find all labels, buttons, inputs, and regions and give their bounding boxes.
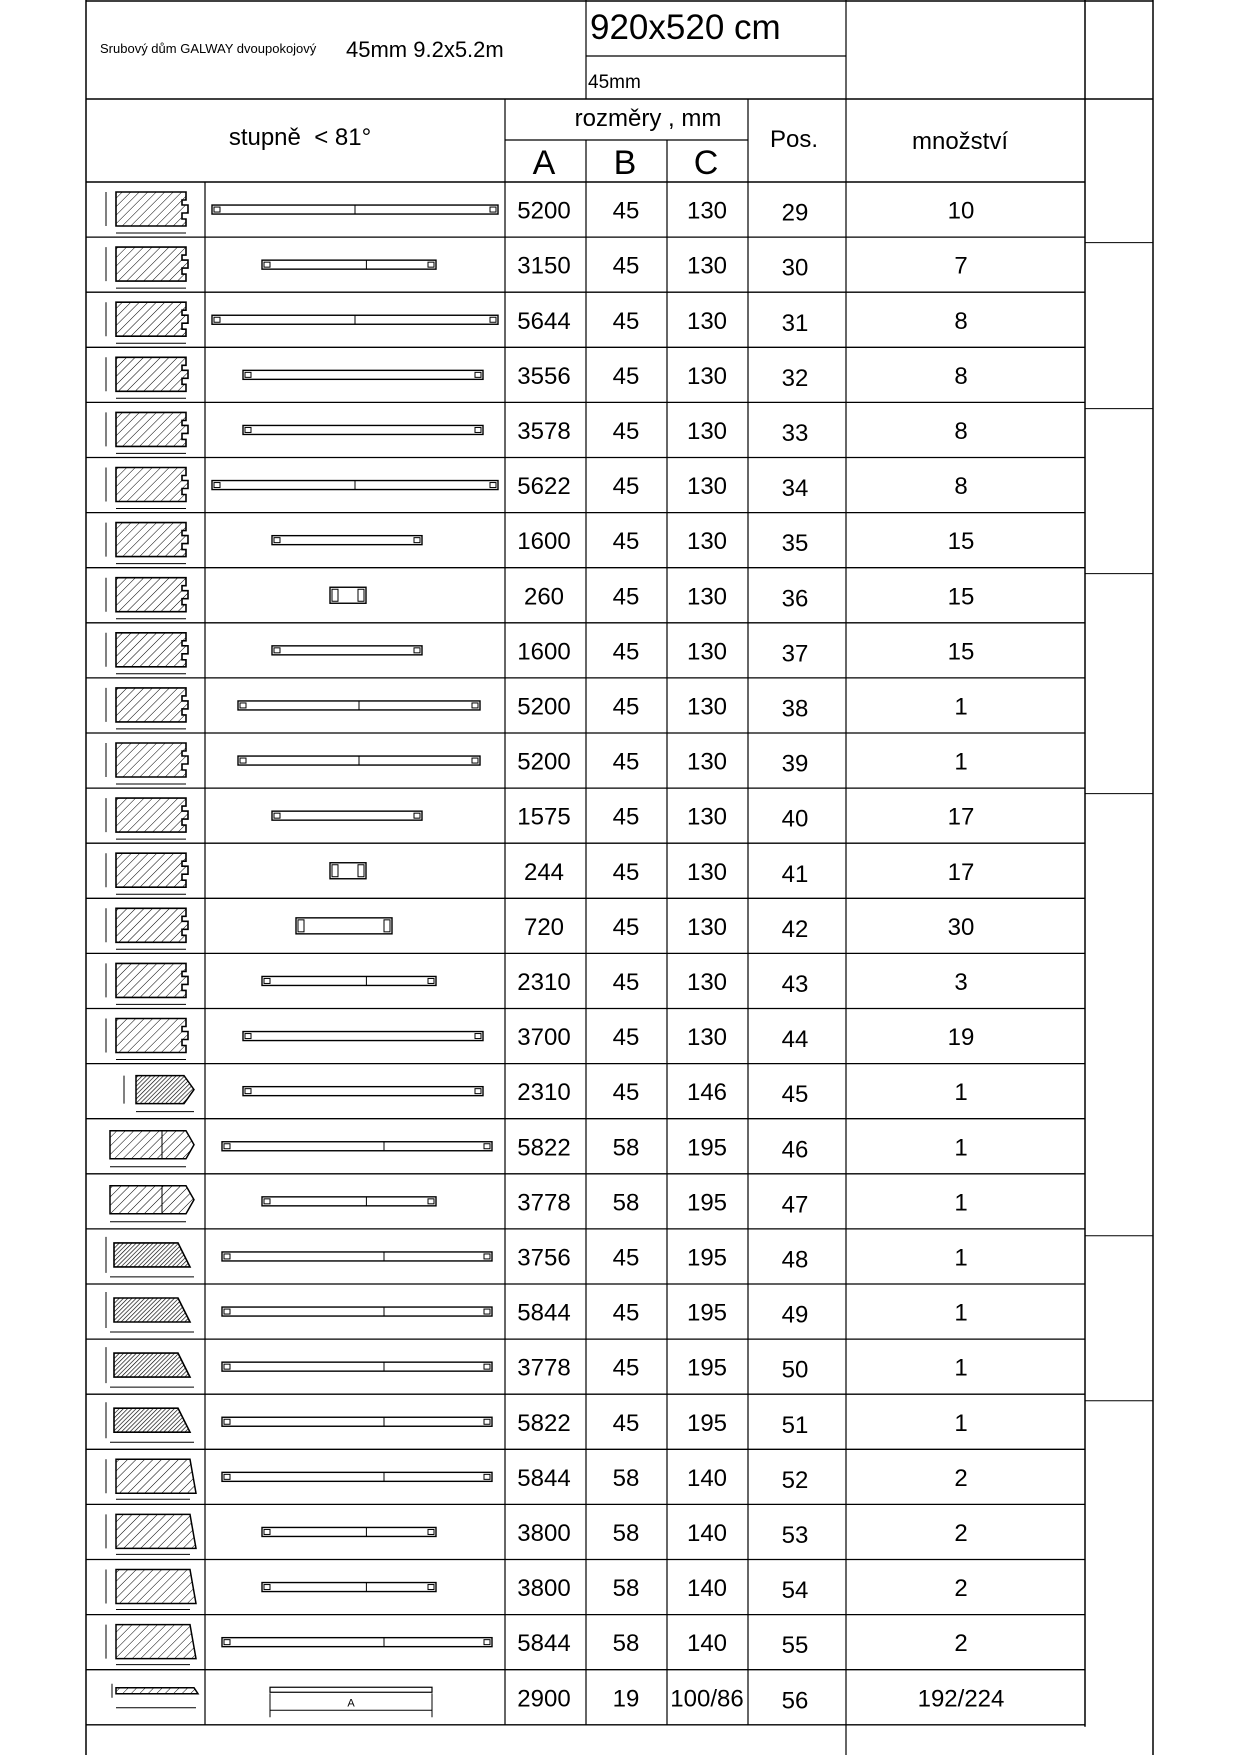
notch [484, 1254, 490, 1259]
cell-qty: 7 [954, 252, 968, 280]
cell-b: 45 [612, 748, 640, 776]
cell-c: 195 [686, 1244, 728, 1272]
notch [240, 703, 246, 708]
cell-c: 130 [686, 252, 728, 280]
cell-qty: 10 [947, 197, 975, 225]
cell-qty: 8 [954, 473, 968, 501]
log-side [222, 1142, 492, 1151]
cell-pos: 32 [781, 364, 809, 392]
cell-c: 130 [686, 307, 728, 335]
cell-b: 45 [612, 362, 640, 390]
cell-c: 130 [686, 858, 728, 886]
cell-c: 140 [686, 1464, 728, 1492]
cell-a: 2310 [517, 968, 571, 996]
table-row [106, 688, 968, 729]
profile-body [116, 412, 188, 446]
cell-qty: 1 [954, 1409, 968, 1437]
table-row [106, 1292, 968, 1332]
cell-c: 195 [686, 1299, 728, 1327]
cell-a: 3556 [517, 362, 571, 390]
cell-a: 5844 [517, 1630, 571, 1658]
cell-pos: 33 [781, 419, 809, 447]
cell-qty: 15 [947, 528, 975, 556]
cell-qty: 3 [954, 968, 968, 996]
cell-b: 45 [612, 638, 640, 666]
profile-body [116, 302, 188, 336]
cell-b: 58 [612, 1134, 640, 1162]
profile-body [114, 1353, 190, 1377]
cell-b: 58 [612, 1575, 640, 1603]
notch [428, 978, 434, 983]
notch [298, 920, 304, 932]
notch [264, 1199, 270, 1204]
cell-qty: 8 [954, 417, 968, 445]
column-b-header: B [613, 144, 637, 182]
notch [264, 262, 270, 267]
notch [332, 865, 338, 877]
cell-a: 5622 [517, 473, 571, 501]
house-size: 920x520 cm [590, 8, 781, 47]
cell-qty: 17 [947, 803, 975, 831]
profile-body [116, 523, 188, 557]
profile-body [116, 578, 188, 612]
profile-body [116, 1688, 198, 1694]
position-header: Pos. [769, 126, 819, 153]
cell-pos: 29 [781, 199, 809, 227]
cell-a: 2900 [517, 1685, 571, 1713]
cell-pos: 52 [781, 1466, 809, 1494]
cell-pos: 51 [781, 1411, 809, 1439]
cell-c: 130 [686, 968, 728, 996]
log-side [262, 1197, 436, 1206]
cell-b: 45 [612, 1299, 640, 1327]
profile-body [116, 688, 188, 722]
table-row [106, 192, 974, 233]
cell-a: 3778 [517, 1189, 571, 1217]
cell-qty: 30 [947, 913, 975, 941]
notch [428, 1529, 434, 1534]
cell-a: 3756 [517, 1244, 571, 1272]
cell-a: 5200 [517, 748, 571, 776]
cell-c: 146 [686, 1079, 728, 1107]
cell-b: 45 [612, 473, 640, 501]
notch [358, 589, 364, 601]
table-row [110, 1186, 968, 1222]
cell-a: 3150 [517, 252, 571, 280]
cell-qty: 2 [954, 1630, 968, 1658]
log-side [296, 918, 392, 934]
cell-pos: 43 [781, 970, 809, 998]
cell-b: 58 [612, 1519, 640, 1547]
notch [414, 538, 420, 543]
cell-b: 45 [612, 1409, 640, 1437]
profile-body [116, 798, 188, 832]
table-row [110, 1131, 968, 1167]
cell-a: 5200 [517, 693, 571, 721]
notch [358, 865, 364, 877]
cell-b: 45 [612, 1079, 640, 1107]
table-row [112, 1684, 1004, 1718]
table-row [106, 908, 974, 949]
profile-body [114, 1243, 190, 1267]
cell-c: 130 [686, 1024, 728, 1052]
notch [264, 978, 270, 983]
cell-pos: 48 [781, 1246, 809, 1274]
cell-c: 195 [686, 1134, 728, 1162]
profile-body [116, 633, 188, 667]
cell-b: 45 [612, 1024, 640, 1052]
cell-qty: 17 [947, 858, 975, 886]
notch [224, 1309, 230, 1314]
table-row [106, 357, 968, 398]
notch [490, 207, 496, 212]
profile-body [110, 1186, 194, 1214]
dimensions-label: rozměry , mm [574, 105, 722, 132]
cell-a: 2310 [517, 1079, 571, 1107]
notch [245, 372, 251, 377]
notch [245, 1089, 251, 1094]
log-side [222, 1417, 492, 1426]
notch [214, 207, 220, 212]
notch [472, 758, 478, 763]
cell-pos: 30 [781, 254, 809, 282]
profile-body [114, 1408, 190, 1432]
cell-c: 140 [686, 1630, 728, 1658]
cell-a: 260 [523, 583, 565, 611]
cell-qty: 15 [947, 638, 975, 666]
log-side [222, 1638, 492, 1647]
cell-qty: 1 [954, 1244, 968, 1272]
cell-pos: 37 [781, 640, 809, 668]
cell-qty: 1 [954, 1299, 968, 1327]
log-side [272, 811, 422, 820]
profile-body [116, 192, 188, 226]
cell-a: 244 [523, 858, 565, 886]
cell-a: 5822 [517, 1409, 571, 1437]
profile-body [116, 743, 188, 777]
cell-b: 58 [612, 1189, 640, 1217]
cell-b: 45 [612, 417, 640, 445]
notch [472, 703, 478, 708]
notch [214, 317, 220, 322]
cell-pos: 45 [781, 1081, 809, 1109]
table-row [106, 633, 974, 674]
title-large: 45mm 9.2x5.2m [346, 37, 504, 62]
table-row [106, 1347, 968, 1387]
notch [274, 538, 280, 543]
table-row [106, 1459, 968, 1499]
cell-c: 130 [686, 528, 728, 556]
notch [224, 1640, 230, 1645]
cell-b: 45 [612, 1354, 640, 1382]
cell-a: 3778 [517, 1354, 571, 1382]
cell-pos: 41 [781, 860, 809, 888]
notch [274, 813, 280, 818]
cell-b: 45 [612, 583, 640, 611]
cell-qty: 1 [954, 1354, 968, 1382]
profile-body [116, 853, 188, 887]
cell-b: 45 [612, 693, 640, 721]
cell-pos: 44 [781, 1026, 809, 1054]
cell-c: 130 [686, 803, 728, 831]
log-side [272, 646, 422, 655]
parts-rows [106, 192, 1004, 1717]
profile-body [116, 468, 188, 502]
notch [332, 589, 338, 601]
notch [484, 1309, 490, 1314]
cell-a: 1575 [517, 803, 571, 831]
column-a-header: A [532, 144, 556, 182]
cell-a: 5844 [517, 1299, 571, 1327]
cell-c: 195 [686, 1189, 728, 1217]
dim-label-a: A [347, 1697, 355, 1710]
cell-pos: 55 [781, 1632, 809, 1660]
cell-qty: 2 [954, 1464, 968, 1492]
column-c-header: C [693, 144, 719, 182]
notch [224, 1364, 230, 1369]
cell-b: 45 [612, 528, 640, 556]
quantity-header: množství [911, 128, 1009, 155]
log-side [222, 1307, 492, 1316]
cell-pos: 42 [781, 915, 809, 943]
log-side [243, 425, 483, 434]
cell-pos: 54 [781, 1577, 809, 1605]
notch [224, 1254, 230, 1259]
notch [428, 1585, 434, 1590]
cell-pos: 36 [781, 585, 809, 613]
cell-qty: 2 [954, 1519, 968, 1547]
notch [475, 1089, 481, 1094]
profile-body [116, 908, 188, 942]
notch [484, 1144, 490, 1149]
cell-qty: 1 [954, 693, 968, 721]
cell-a: 720 [523, 913, 565, 941]
profile-body [136, 1076, 194, 1104]
cell-pos: 47 [781, 1191, 809, 1219]
notch [264, 1585, 270, 1590]
log-side [262, 1527, 436, 1536]
notch [475, 1034, 481, 1039]
table-row [106, 1019, 974, 1060]
table-row [106, 247, 968, 288]
notch [475, 372, 481, 377]
cell-qty: 19 [947, 1024, 975, 1052]
table-row [106, 523, 974, 564]
profile-body [116, 963, 188, 997]
profile-body [114, 1298, 190, 1322]
cell-c: 195 [686, 1354, 728, 1382]
cell-pos: 50 [781, 1356, 809, 1384]
profile-body [110, 1131, 194, 1159]
notch [245, 427, 251, 432]
notch [224, 1419, 230, 1424]
log-side [262, 976, 436, 985]
cell-c: 130 [686, 417, 728, 445]
table-row [106, 578, 974, 619]
cell-b: 19 [612, 1685, 640, 1713]
notch [484, 1640, 490, 1645]
cell-b: 45 [612, 307, 640, 335]
profile-body [116, 1459, 196, 1493]
profile-body [116, 1514, 196, 1548]
cell-c: 130 [686, 693, 728, 721]
cell-b: 45 [612, 968, 640, 996]
cell-a: 5644 [517, 307, 571, 335]
cell-c: 130 [686, 473, 728, 501]
table-row [106, 798, 974, 839]
wall-thickness: 45mm [588, 72, 641, 93]
log-side [243, 1087, 483, 1096]
notch [224, 1474, 230, 1479]
cell-qty: 15 [947, 583, 975, 611]
cell-b: 58 [612, 1630, 640, 1658]
cell-c: 130 [686, 197, 728, 225]
cell-pos: 38 [781, 695, 809, 723]
cell-qty: 8 [954, 362, 968, 390]
profile-body [116, 1625, 196, 1659]
table-row [124, 1076, 968, 1112]
cell-b: 45 [612, 913, 640, 941]
profile-body [116, 1019, 188, 1053]
table-row [106, 743, 968, 784]
cell-a: 1600 [517, 638, 571, 666]
table-row [106, 1402, 968, 1442]
notch [274, 648, 280, 653]
cell-c: 100/86 [670, 1685, 744, 1713]
table-row [106, 302, 968, 343]
cell-pos: 39 [781, 750, 809, 778]
notch [414, 648, 420, 653]
cell-c: 140 [686, 1519, 728, 1547]
cell-qty: 2 [954, 1575, 968, 1603]
cell-a: 5844 [517, 1464, 571, 1492]
cell-a: 3800 [517, 1519, 571, 1547]
cell-qty: 192/224 [917, 1685, 1005, 1713]
cell-a: 3578 [517, 417, 571, 445]
cell-pos: 31 [781, 309, 809, 337]
notch [414, 813, 420, 818]
table-row [106, 1625, 968, 1665]
notch [214, 483, 220, 488]
log-side [243, 1032, 483, 1041]
profile-body [116, 247, 188, 281]
table-row [106, 1514, 968, 1554]
cell-qty: 1 [954, 1189, 968, 1217]
profile-body [116, 357, 188, 391]
cell-pos: 56 [781, 1687, 809, 1715]
cell-pos: 35 [781, 530, 809, 558]
notch [224, 1144, 230, 1149]
cell-a: 5822 [517, 1134, 571, 1162]
notch [475, 427, 481, 432]
notch [490, 317, 496, 322]
notch [245, 1034, 251, 1039]
cell-pos: 40 [781, 805, 809, 833]
board-side [270, 1687, 432, 1692]
cell-b: 45 [612, 252, 640, 280]
cell-a: 1600 [517, 528, 571, 556]
cell-c: 130 [686, 748, 728, 776]
table-row [106, 963, 968, 1004]
log-side [262, 260, 436, 269]
table-row [106, 1570, 968, 1610]
notch [384, 920, 390, 932]
log-side [272, 536, 422, 545]
cell-b: 45 [612, 1244, 640, 1272]
log-side [243, 370, 483, 379]
log-side [222, 1252, 492, 1261]
cell-c: 130 [686, 583, 728, 611]
profile-body [116, 1570, 196, 1604]
cell-a: 3700 [517, 1024, 571, 1052]
notch [428, 262, 434, 267]
cell-a: 5200 [517, 197, 571, 225]
table-row [106, 468, 968, 509]
notch [240, 758, 246, 763]
cell-qty: 1 [954, 1079, 968, 1107]
cell-b: 45 [612, 803, 640, 831]
table-row [106, 853, 974, 894]
notch [484, 1419, 490, 1424]
cell-b: 58 [612, 1464, 640, 1492]
log-side [222, 1472, 492, 1481]
cell-a: 3800 [517, 1575, 571, 1603]
cell-c: 130 [686, 638, 728, 666]
cell-b: 45 [612, 197, 640, 225]
angle-label: stupně < 81° [228, 124, 372, 151]
notch [428, 1199, 434, 1204]
log-side [222, 1362, 492, 1371]
cell-qty: 8 [954, 307, 968, 335]
notch [484, 1364, 490, 1369]
cell-c: 130 [686, 362, 728, 390]
cell-b: 45 [612, 858, 640, 886]
cell-c: 140 [686, 1575, 728, 1603]
table-row [106, 412, 968, 453]
notch [490, 483, 496, 488]
cell-pos: 34 [781, 475, 809, 503]
notch [484, 1474, 490, 1479]
cell-qty: 1 [954, 748, 968, 776]
notch [264, 1529, 270, 1534]
cell-c: 195 [686, 1409, 728, 1437]
cell-pos: 46 [781, 1136, 809, 1164]
cell-c: 130 [686, 913, 728, 941]
title-small: Srubový dům GALWAY dvoupokojový [100, 41, 317, 56]
cell-pos: 53 [781, 1521, 809, 1549]
cell-pos: 49 [781, 1301, 809, 1329]
cell-qty: 1 [954, 1134, 968, 1162]
table-row [106, 1237, 968, 1277]
log-side [262, 1583, 436, 1592]
